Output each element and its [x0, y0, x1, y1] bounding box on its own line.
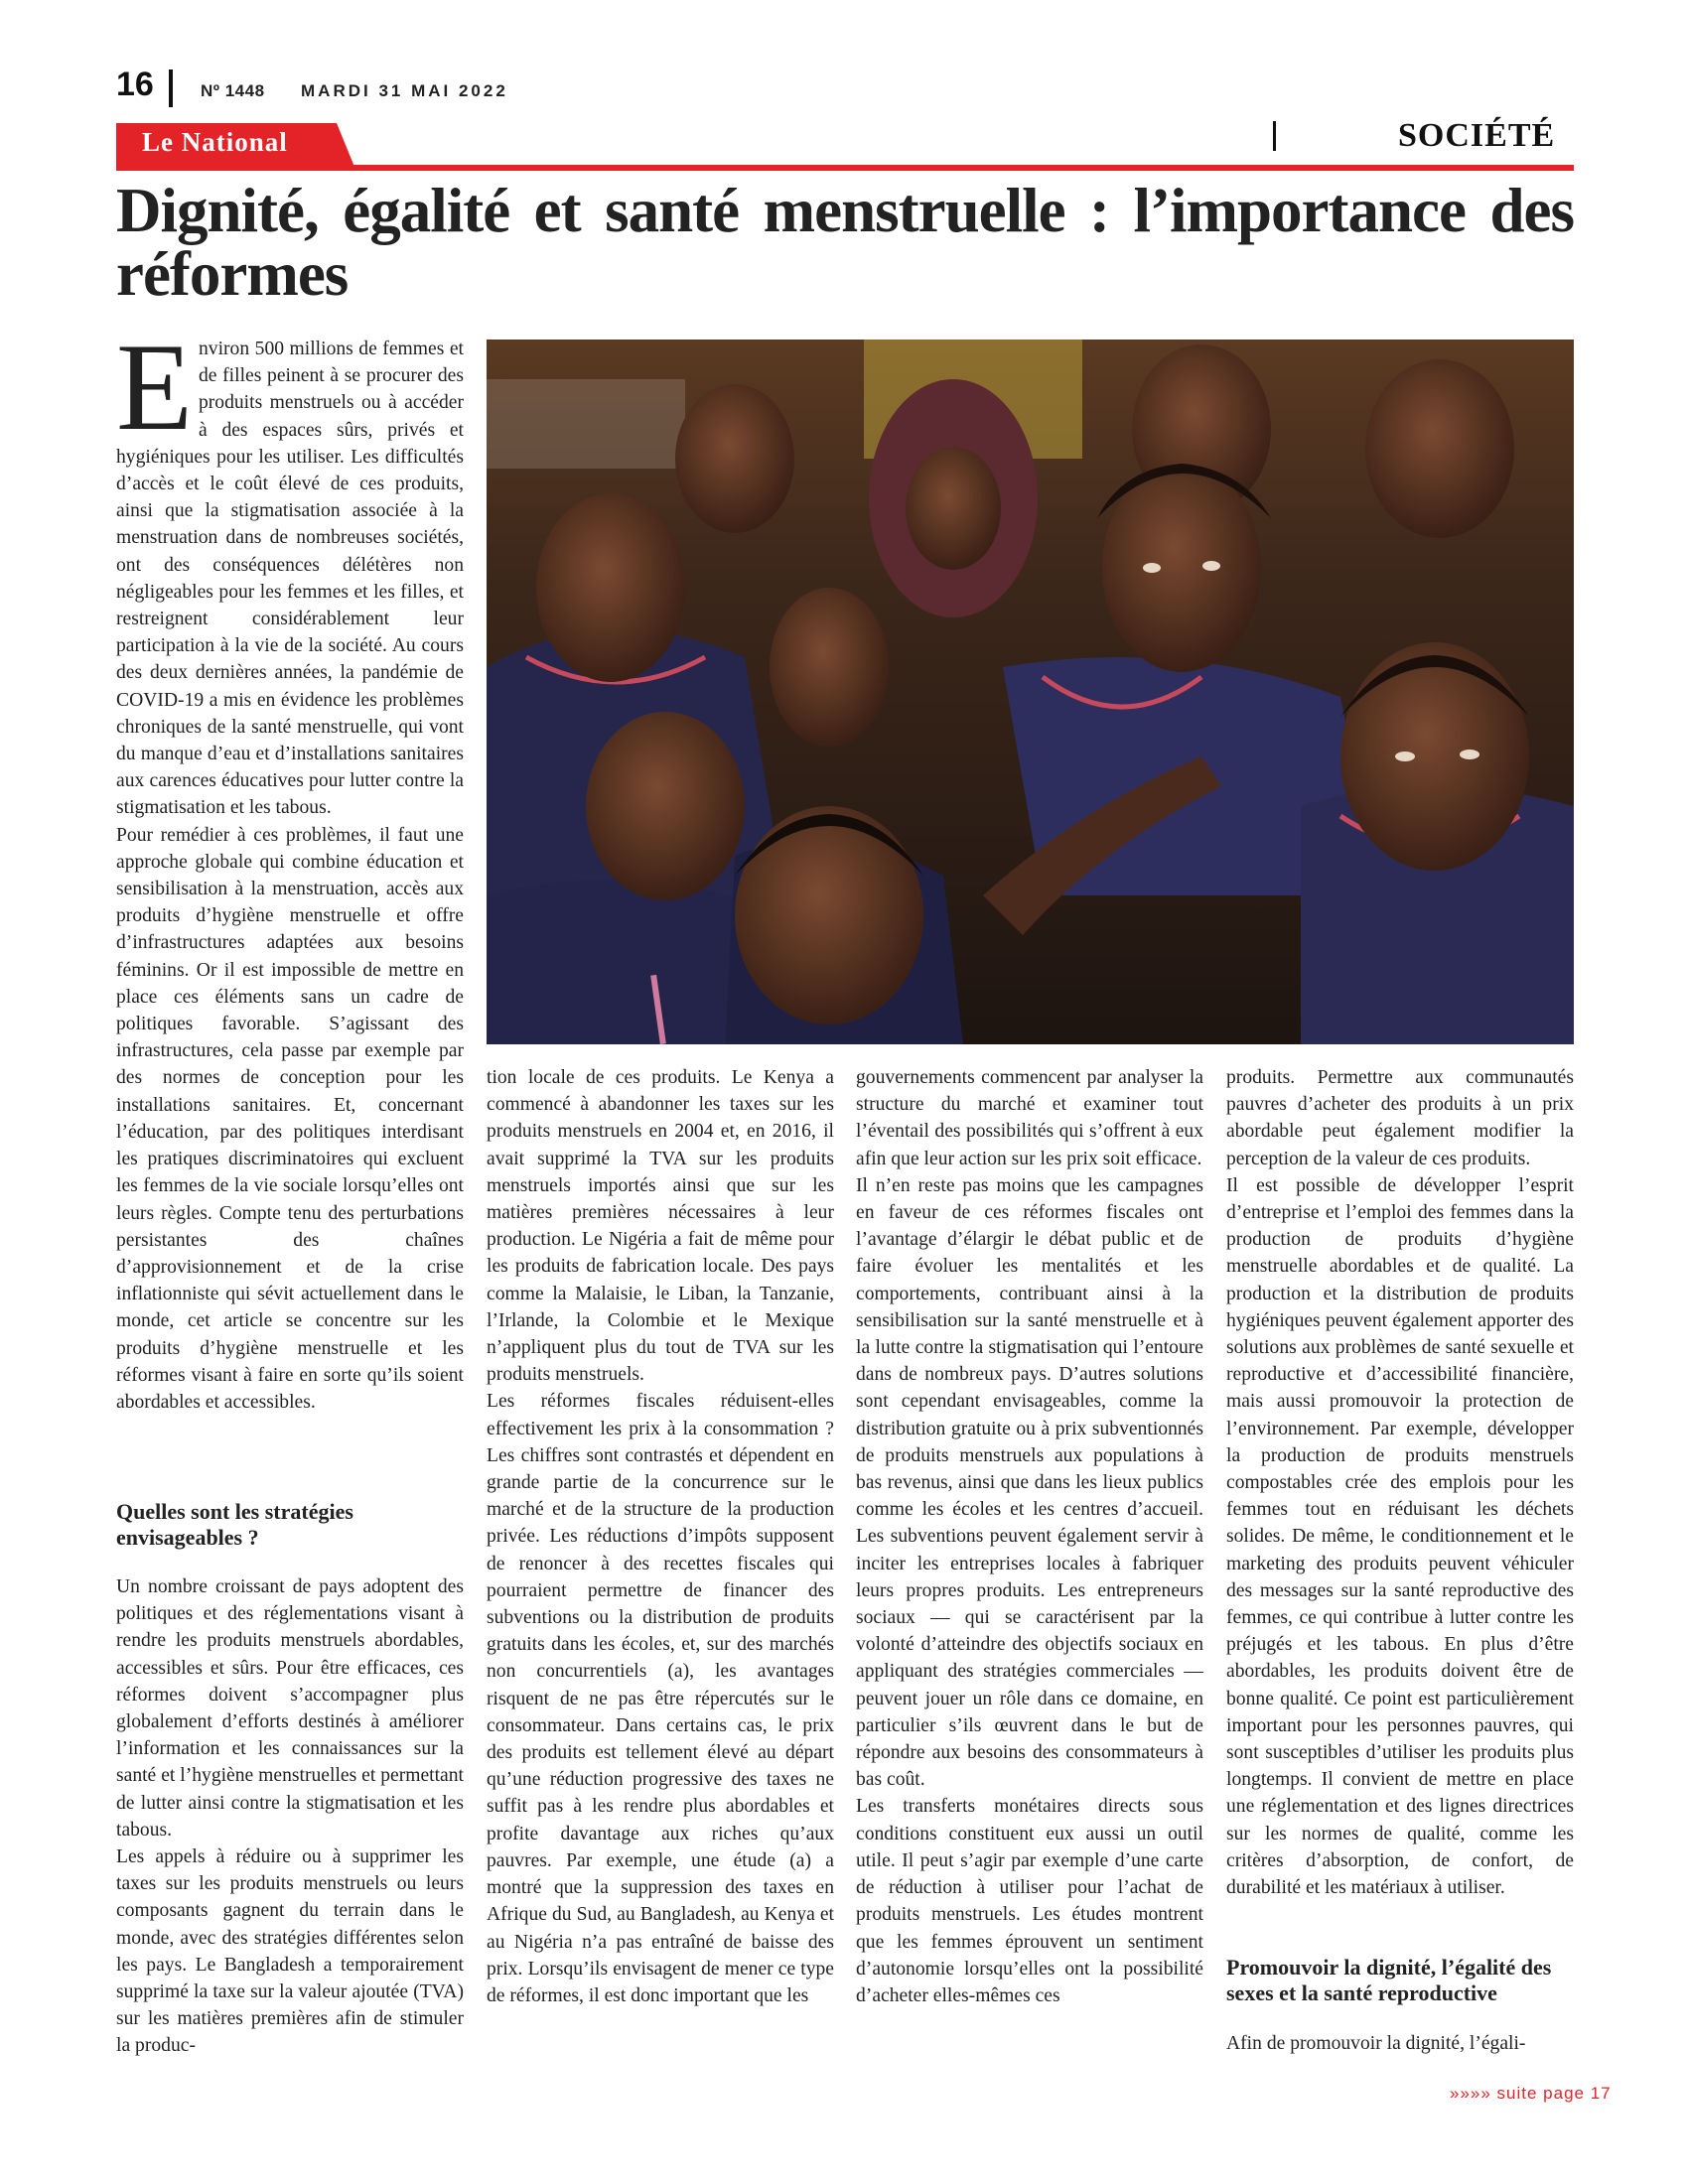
- intro-paragraph: nviron 500 millions de femmes et de filles peinent à se procurer des produits menstruels ou à accéder à des espaces sûrs, privés et hygiéniques pour les utiliser. Les difficultés d’accès et le coût élevé de ces produits, ainsi que la stigmatisation associée à la menstruation dans de nombreuses sociétés, ont des conséquences délétères non négligeables pour les femmes et les filles, et restreignent considérablement leur participation à la vie de la société. Au cours des deux dernières années, la pandémie de COVID-19 a mis en évidence les problèmes chroniques de la santé menstruelle, qui vont du manque d’eau et d’installations sanitaires aux carences éducatives pour lutter contre la stigmatisation et les tabous.: [116, 339, 464, 819]
- article-column-4-ending: [1226, 2030, 1574, 2057]
- continued-on-page-link[interactable]: »»»» suite page 17: [1450, 2084, 1612, 2103]
- body-paragraph: Un nombre croissant de pays adoptent des politiques et des réglementations visant à rendre les produits menstruels abordables, accessibles et sûrs. Pour être efficaces, ces réformes doivent s’accompagner plus globalement d’efforts destinés à améliorer l’information et les connaissances sur la santé et l’hygiène menstruelles et permettant de lutter ainsi contre la stigmatisation et les tabous.: [116, 1576, 464, 1841]
- body-paragraph: produits. Permettre aux communautés pauvres d’acheter des produits à un prix abordable peut également modifier la perception de la valeur de ces produits.: [1226, 1067, 1574, 1169]
- body-paragraph: Les transferts monétaires directs sous conditions constituent eux aussi un outil utile. Il peut s’agir par exemple d’une carte de réduction à utiliser pour l’achat de produits menstruels. Les études montrent que les femmes éprouvent un sentiment d’autonomie lorsqu’elles ont la possibilité d’acheter elles-mêmes ces: [856, 1796, 1203, 2006]
- article-column-3: [856, 1064, 1203, 2009]
- section-divider: [1273, 121, 1276, 151]
- body-paragraph: Les appels à réduire ou à supprimer les taxes sur les produits menstruels ou leurs composants gagnent du terrain dans le monde, avec des stratégies différentes selon les pays. Le Bangladesh a temporairement supprimé la taxe sur la valeur ajoutée (TVA) sur les matières premières afin de stimuler la produc-: [116, 1846, 464, 2057]
- article-column-4: [1226, 1064, 1574, 1901]
- body-paragraph: tion locale de ces produits. Le Kenya a commencé à abandonner les taxes sur les produits menstruels en 2004 et, en 2016, il avait supprimé la TVA sur les produits menstruels importés ainsi que sur les matières premières nécessaires à leur production. Le Nigéria a fait de même pour les produits de fabrication locale. Des pays comme la Malaisie, le Liban, la Tanzanie, l’Irlande, la Colombie et le Mexique n’appliquent plus du tout de TVA sur les produits menstruels.: [487, 1067, 834, 1386]
- page-number-divider: [169, 69, 173, 107]
- body-paragraph: Les réformes fiscales réduisent-elles effectivement les prix à la consommation ? Les chiffres sont contrastés et dépendent en grande partie de la concurrence sur le marché et de la structure de la production privée. Les réductions d’impôts supposent de renoncer à des recettes fiscales qui pourraient permettre de financer des subventions ou la distribution de produits gratuits dans les écoles, et, sur des marchés non concurrentiels (a), les avantages risquent de ne pas être répercutés sur le consommateur. Dans certains cas, le prix des produits est tellement élevé au départ qu’une réduction progressive des taxes ne suffit pas à les rendre plus abordables et profite davantage aux riches qu’aux pauvres. Par exemple, une étude (a) a montré que la suppression des taxes en Afrique du Sud, au Bangladesh, au Kenya et au Nigéria n’a pas entraîné de baisse des prix. Lorsqu’ils envisagent de mener ce type de réformes, il est donc important que les: [487, 1391, 834, 2006]
- page-number: 16: [116, 66, 154, 103]
- article-title: Dignité, égalité et santé menstruelle : l’importance des réformes: [116, 176, 1574, 309]
- issue-date: MARDI 31 MAI 2022: [301, 81, 508, 100]
- body-paragraph: Il n’en reste pas moins que les campagnes en faveur de ces réformes fiscales ont l’avantage d’élargir le débat public et de faire évoluer les mentalités et les comportements, contribuant ainsi à la sensibilisation sur la santé menstruelle et à la lutte contre la stigmatisation qui l’entoure dans de nombreux pays. D’autres solutions sont cependant envisageables, comme la distribution gratuite ou à prix subventionnés de produits menstruels aux populations à bas revenus, ainsi que dans les lieux publics comme les écoles et les centres d’accueil. Les subventions peuvent également servir à inciter les entreprises locales à fabriquer leurs propres produits. Les entrepreneurs sociaux — qui se caractérisent par la volonté d’atteindre des objectifs sociaux en appliquant des stratégies commerciales — peuvent jouer un rôle dans ce domaine, en particulier s’ils œuvrent dans le but de répondre aux besoins des consommateurs à bas coût.: [856, 1174, 1203, 1791]
- article-photo: [487, 340, 1574, 1044]
- body-paragraph: Pour remédier à ces problèmes, il faut une approche globale qui combine éducation et sensibilisation à la menstruation, accès aux produits d’hygiène menstruelle et offre d’infrastructures adaptées aux besoins féminins. Or il est impossible de mettre en place ces éléments sans un cadre de politiques favorable. S’agissant des infrastructures, cela passe par exemple par des normes de conception pour les installations sanitaires. Et, concernant l’éducation, par des politiques interdisant les pratiques discriminatoires qui excluent les femmes de la vie sociale lorsqu’elles ont leurs règles. Compte tenu des perturbations persistantes des chaînes d’approvisionnement et de la crise inflationniste qui sévit actuellement dans le monde, cet article se concentre sur les produits d’hygiène menstruelle et les réformes visant à faire en sorte qu’ils soient abordables et accessibles.: [116, 824, 464, 1413]
- subheading-strategies: Quelles sont les stratégies envisageables ?: [116, 1499, 353, 1550]
- drop-cap: E: [116, 319, 193, 457]
- brand-name: Le National: [142, 127, 288, 157]
- body-paragraph: Il est possible de développer l’esprit d’entreprise et l’emploi des femmes dans la production de produits d’hygiène menstruelle abordables et de qualité. La production et la distribution de produits hygiéniques peuvent également apporter des solutions aux problèmes de santé sexuelle et reproductive et d’accessibilité financière, mais aussi promouvoir la protection de l’environnement. Par exemple, développer la production de produits menstruels compostables crée des emplois pour les femmes tout en réduisant les déchets solides. De même, le conditionnement et le marketing des produits peuvent véhiculer des messages sur la santé reproductive des femmes, ce qui contribue à lutter contre les préjugés et les tabous. En plus d’être abordables, les produits doivent être de bonne qualité. Ce point est particulièrement important pour les personnes pauvres, qui sont susceptibles d’utiliser les produits plus longtemps. Il convient de mettre en place une réglementation et des lignes directrices sur les normes de qualité, comme les critères d’absorption, de confort, de durabilité et les matériaux à utiliser.: [1226, 1174, 1574, 1899]
- article-column-2: [487, 1064, 834, 2009]
- section-label: SOCIÉTÉ: [1398, 117, 1556, 154]
- schoolgirls-classroom-photo: [487, 340, 1574, 1044]
- issue-number: Nº 1448: [201, 81, 265, 100]
- subheading-dignity: Promouvoir la dignité, l’égalité des sexes et la santé reproductive: [1226, 1955, 1552, 2005]
- body-paragraph: Afin de promouvoir la dignité, l’égali-: [1226, 2033, 1526, 2054]
- article-column-1: [116, 319, 464, 1416]
- article-column-1-continued: [116, 1573, 464, 2060]
- header-rule: [116, 165, 1574, 171]
- body-paragraph: gouvernements commencent par analyser la structure du marché et examiner tout l’éventail des possibilités qui s’offrent à eux afin que leur action sur les prix soit efficace.: [856, 1067, 1203, 1169]
